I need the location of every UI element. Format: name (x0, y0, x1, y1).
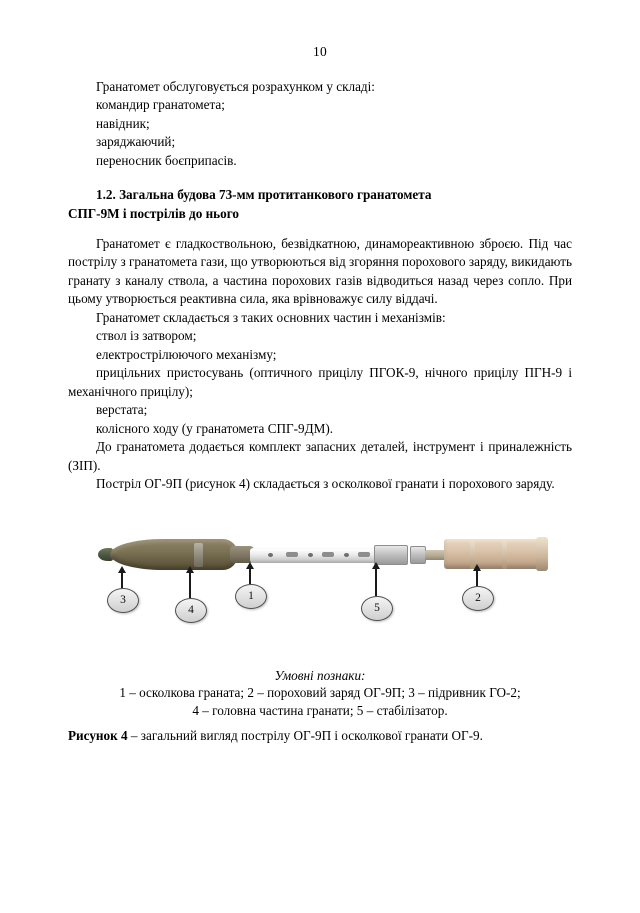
caption-legend-line2: 4 – головна частина гранати; 5 – стабілізатор. (192, 703, 448, 719)
list-item-part-mount: верстата; (96, 402, 148, 418)
body-text (68, 78, 572, 494)
page-number: 10 (313, 44, 327, 59)
callout-4: 4 (175, 598, 207, 623)
figure-label (68, 727, 572, 746)
callout-5: 5 (361, 596, 393, 621)
leader-arrow-1 (249, 568, 251, 584)
list-item-part-firing-mechanism: електрострілюючого механізму; (96, 346, 277, 362)
list-item-crew-ammo-carrier: переносник боєприпасів. (96, 152, 237, 168)
paragraph-parts-intro: Гранатомет складається з таких основних частин і механізмів: (96, 309, 446, 325)
figure-og9p-round (68, 526, 572, 646)
grenade-body-graphic (110, 539, 238, 570)
list-item-part-barrel: ствол із затвором; (96, 328, 197, 344)
grenade-band-graphic (194, 543, 203, 567)
list-item-part-wheels: колісного ходу (у гранатомета СПГ-9ДМ). (96, 420, 334, 436)
paragraph-crew-intro: Гранатомет обслуговується розрахунком у складі: (96, 79, 375, 94)
paragraph-round-composition: Постріл ОГ-9П (рисунок 4) складається з осколкової гранати і порохового заряду. (96, 476, 555, 492)
figure-caption (68, 668, 572, 746)
leader-arrow-4 (189, 572, 191, 598)
list-item-crew-loader: заряджаючий; (96, 134, 176, 150)
stabilizer-tube-graphic (250, 548, 380, 563)
caption-title: Умовні познаки: (274, 667, 366, 683)
list-item-crew-commander: командир гранатомета; (96, 97, 225, 113)
callout-2: 2 (462, 586, 494, 611)
leader-arrow-2 (476, 570, 478, 586)
powder-charge-graphic (444, 539, 542, 569)
paragraph-spare-parts-kit: До гранатомета додається комплект запасних деталей, інструмент і приналежність (ЗІП). (68, 439, 572, 473)
figure-label-text: – загальний вигляд пострілу ОГ-9П і осколкової гранати ОГ-9. (127, 728, 483, 744)
list-item-crew-gunner: навідник; (96, 115, 150, 131)
section-heading-line2: СПГ-9М і пострілів до нього (68, 206, 240, 222)
callout-1: 1 (235, 584, 267, 609)
list-item-part-sights: прицільних пристосувань (оптичного прицілу ПГОК-9, нічного прицілу ПГН-9 і механічного прицілу); (68, 365, 572, 399)
leader-arrow-3 (121, 572, 123, 588)
caption-legend-line1: 1 – осколкова граната; 2 – пороховий заряд ОГ-9П; 3 – підривник ГО-2; (119, 684, 521, 700)
paragraph-weapon-description: Гранатомет є гладкоствольною, безвідкатною, динамореактивною зброєю. Під час пострілу з гранатомета гази, що утворюються від згоряння порохового заряду, викидають гранату з каналу ствола, а частина порохових газів відводиться назад через сопло. При цьому утворюється реактивна сила, яка врівноважує силу віддачі. (68, 235, 572, 307)
charge-endcap-graphic (536, 537, 548, 571)
figure-label-number: Рисунок 4 (68, 728, 128, 744)
section-heading-line1: 1.2. Загальна будова 73-мм протитанкового гранатомета (96, 187, 432, 203)
leader-arrow-5 (375, 568, 377, 596)
section-heading (68, 186, 572, 223)
round-illustration (98, 528, 548, 580)
callout-3: 3 (107, 588, 139, 613)
stabilizer-ring-graphic (410, 546, 426, 564)
